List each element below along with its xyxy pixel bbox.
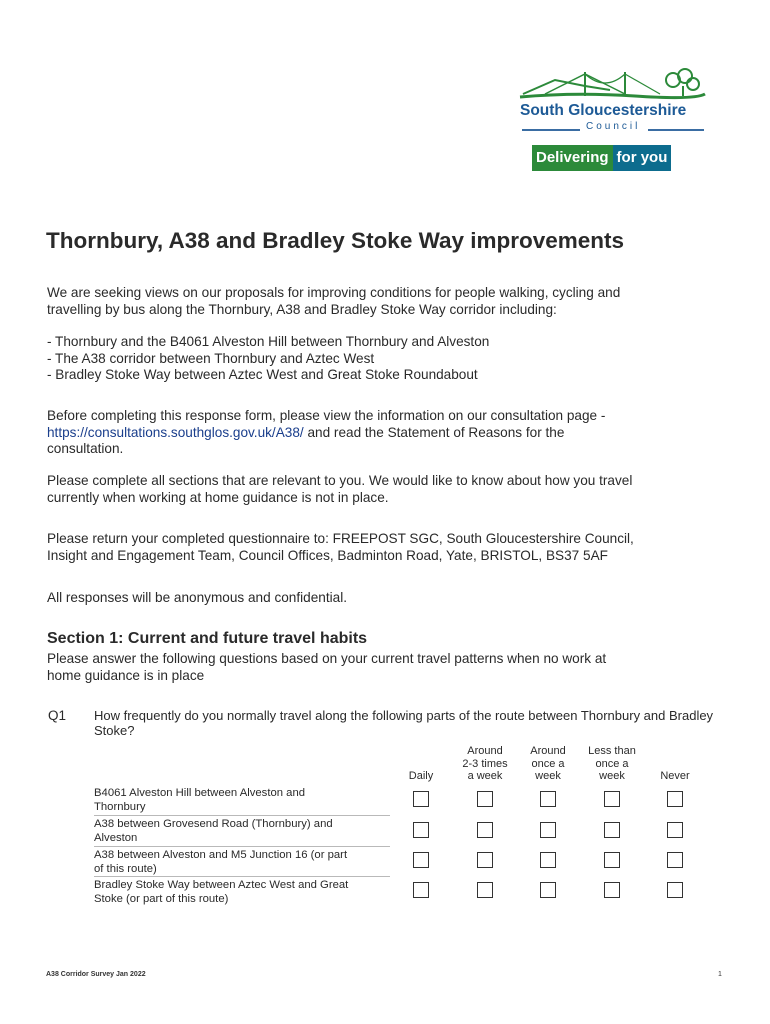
checkbox-a38-m5-2-3-times[interactable]: [477, 852, 493, 868]
column-header-2-3-times: Around 2-3 times a week: [462, 745, 508, 783]
column-header-less-than-once: Less than once a week: [588, 745, 636, 783]
checkbox-b4061-never[interactable]: [667, 791, 683, 807]
checkbox-a38-grovesend-once-a-week[interactable]: [540, 822, 556, 838]
logo-divider-left: [522, 129, 580, 131]
question-text: How frequently do you normally travel along the following parts of the route between Thornbury and Bradley Stoke?: [94, 708, 714, 738]
checkbox-a38-grovesend-2-3-times[interactable]: [477, 822, 493, 838]
column-header-daily: Daily: [408, 770, 434, 783]
page-title: Thornbury, A38 and Bradley Stoke Way improvements: [46, 228, 625, 253]
logo-council-row: [522, 122, 704, 136]
checkbox-a38-m5-never[interactable]: [667, 852, 683, 868]
page-number: 1: [718, 971, 722, 978]
column-header-never: Never: [660, 770, 690, 783]
row-label-a38-grovesend: A38 between Grovesend Road (Thornbury) and Alveston: [94, 818, 333, 844]
checkbox-a38-m5-less-than-once[interactable]: [604, 852, 620, 868]
row-divider: [94, 876, 390, 877]
row-label-a38-m5: A38 between Alveston and M5 Junction 16 (or part of this route): [94, 849, 348, 875]
logo-banner: [532, 145, 671, 171]
checkbox-a38-grovesend-daily[interactable]: [413, 822, 429, 838]
row-label-b4061: B4061 Alveston Hill between Alveston and Thornbury: [94, 787, 306, 813]
checkbox-b4061-daily[interactable]: [413, 791, 429, 807]
bridge-tree-icon: [515, 66, 715, 102]
section-1-title: Section 1: Current and future travel habits: [47, 630, 368, 647]
footer-document-label: A38 Corridor Survey Jan 2022: [46, 971, 146, 978]
sections-paragraph: Please complete all sections that are relevant to you. We would like to know about how you travel currently when working at home guidance is not in place.: [47, 473, 633, 505]
logo-banner-for-you: for you: [613, 145, 672, 171]
column-header-once-a-week: Around once a week: [530, 745, 566, 783]
logo-council-name: South Gloucestershire: [520, 102, 687, 119]
logo-banner-delivering: Delivering: [532, 145, 613, 171]
checkbox-bradley-stoke-once-a-week[interactable]: [540, 882, 556, 898]
consultation-paragraph: [47, 408, 737, 458]
checkbox-bradley-stoke-less-than-once[interactable]: [604, 882, 620, 898]
row-divider: [94, 815, 390, 816]
row-label-bradley-stoke-way: Bradley Stoke Way between Aztec West and Great Stoke (or part of this route): [94, 879, 349, 905]
checkbox-bradley-stoke-daily[interactable]: [413, 882, 429, 898]
checkbox-b4061-once-a-week[interactable]: [540, 791, 556, 807]
logo-divider-right: [648, 129, 704, 131]
checkbox-bradley-stoke-never[interactable]: [667, 882, 683, 898]
consultation-text-after: and read the Statement of Reasons for the consultation.: [47, 424, 565, 456]
intro-paragraph: We are seeking views on our proposals for improving conditions for people walking, cycling and travelling by bus along the Thornbury, A38 and Bradley Stoke Way corridor including:: [47, 285, 621, 317]
checkbox-b4061-less-than-once[interactable]: [604, 791, 620, 807]
anonymous-paragraph: All responses will be anonymous and confidential.: [47, 590, 347, 605]
checkbox-a38-grovesend-less-than-once[interactable]: [604, 822, 620, 838]
section-1-subtitle: Please answer the following questions based on your current travel patterns when no work at home guidance is in place: [47, 651, 607, 683]
question-number: Q1: [48, 708, 67, 723]
corridor-list: - Thornbury and the B4061 Alveston Hill between Thornbury and Alveston - The A38 corridor between Thornbury and Aztec West - Bradley Stoke Way between Aztec West and Great Stoke Roundabout: [47, 334, 490, 382]
return-address-paragraph: Please return your completed questionnaire to: FREEPOST SGC, South Gloucestershire Council, Insight and Engagement Team, Council Offices, Badminton Road, Yate, BRISTOL, BS37 5AF: [47, 531, 634, 563]
checkbox-a38-m5-once-a-week[interactable]: [540, 852, 556, 868]
consultation-link[interactable]: https://consultations.southglos.gov.uk/A38/: [47, 424, 304, 440]
checkbox-a38-grovesend-never[interactable]: [667, 822, 683, 838]
checkbox-a38-m5-daily[interactable]: [413, 852, 429, 868]
consultation-text-before: Before completing this response form, please view the information on our consultation page -: [47, 408, 606, 423]
row-divider: [94, 846, 390, 847]
checkbox-b4061-2-3-times[interactable]: [477, 791, 493, 807]
logo-council-label: Council: [586, 121, 641, 132]
checkbox-bradley-stoke-2-3-times[interactable]: [477, 882, 493, 898]
council-logo: [515, 66, 715, 176]
